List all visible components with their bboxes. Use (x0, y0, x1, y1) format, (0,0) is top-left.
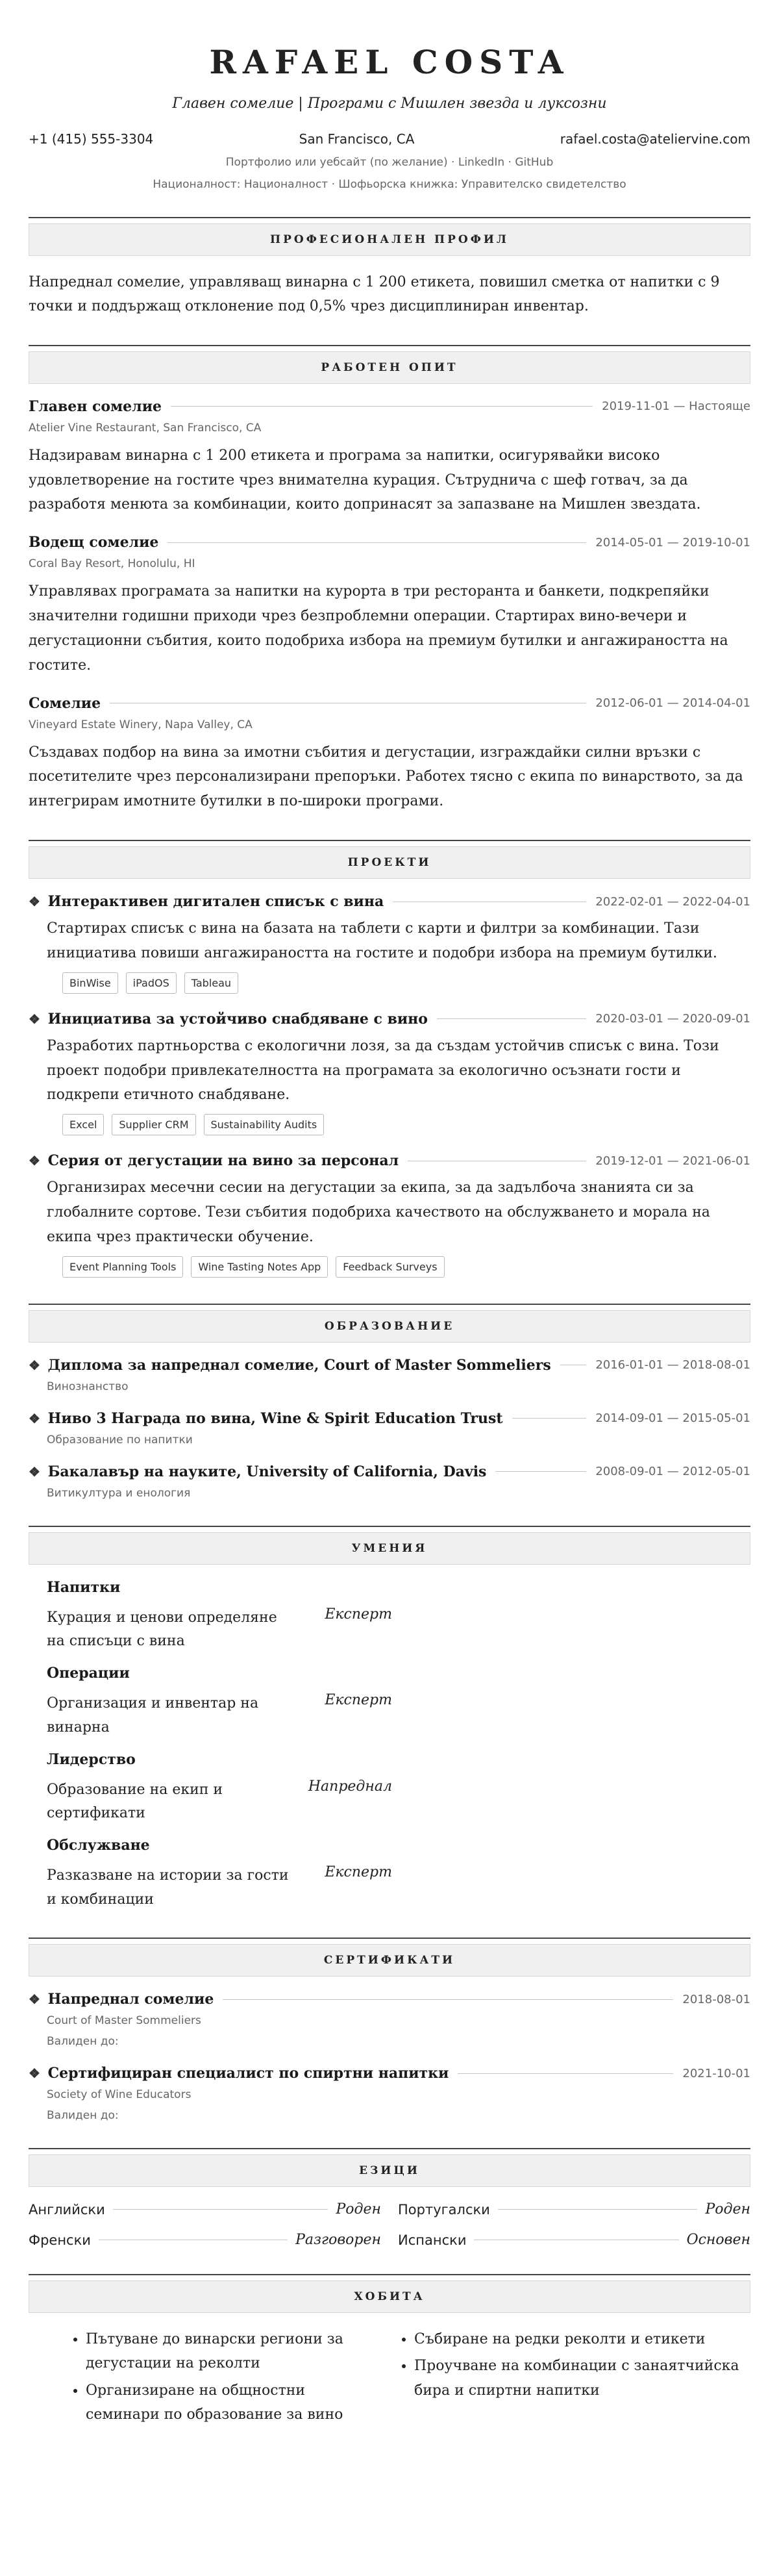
skill-level: Експерт (325, 1692, 392, 1709)
degree: Бакалавър на науките, University of California, Davis (47, 1463, 487, 1480)
diamond-bullet-icon: ❖ (29, 1011, 40, 1027)
certificate-entry (29, 2065, 750, 2122)
certificate-issuer: Society of Wine Educators (47, 2088, 192, 2102)
divider (495, 1471, 586, 1472)
certificate-valid-until: Валиден до: (47, 2035, 119, 2049)
certificates-section (29, 1938, 750, 2122)
divider (223, 1999, 673, 2000)
tag: Feedback Surveys (336, 1256, 444, 1278)
divider (458, 2073, 673, 2074)
extra-info-line: Националност: Националност · Шофьорска книжка: Управителско свидетелство (153, 178, 626, 191)
experience-entry (29, 534, 750, 677)
divider (498, 2209, 698, 2210)
skill-row (47, 1864, 392, 1912)
education-dates: 2014-09-01 — 2015-05-01 (595, 1411, 750, 1426)
degree: Ниво 3 Награда по вина, Wine & Spirit Education Trust (47, 1409, 503, 1427)
section-title: ЕЗИЦИ (29, 2154, 750, 2187)
profile-section (29, 217, 750, 319)
contact-row (29, 131, 750, 147)
diamond-bullet-icon: ❖ (29, 1991, 40, 2008)
tag: BinWise (62, 972, 118, 994)
section-title: ПРОЕКТИ (29, 846, 750, 879)
certificate-name: Напреднал сомелие (47, 1991, 214, 2008)
job-title: Водещ сомелие (29, 534, 159, 551)
job-dates: 2019-11-01 — Настояще (602, 399, 750, 414)
certificate-date: 2021-10-01 (682, 2066, 750, 2080)
hobby-item: • Проучване на комбинации с занаятчийска бира и спиртни напитки (414, 2354, 750, 2403)
project-dates: 2020-03-01 — 2020-09-01 (595, 1012, 750, 1026)
skill-level: Напреднал (308, 1778, 392, 1795)
tag: iPadOS (126, 972, 177, 994)
language-level: Разговорен (295, 2232, 381, 2249)
project-entry (29, 893, 750, 994)
diamond-bullet-icon: ❖ (29, 1463, 40, 1480)
language-row (29, 2201, 381, 2217)
projects-section (29, 840, 750, 1278)
project-name: Серия от дегустации на вино за персонал (47, 1152, 399, 1170)
language-name: Английски (29, 2201, 105, 2217)
certificate-issuer: Court of Master Sommeliers (47, 2014, 201, 2028)
skill-level: Експерт (325, 1606, 392, 1623)
education-field: Винознанство (47, 1380, 129, 1393)
language-row (398, 2232, 750, 2248)
education-field: Витикултура и енология (47, 1486, 191, 1500)
tag: Sustainability Audits (204, 1114, 325, 1135)
hobby-item: • Събиране на редки реколти и етикети (414, 2327, 750, 2351)
job-place: Vineyard Estate Winery, Napa Valley, CA (29, 718, 253, 731)
language-level: Роден (705, 2201, 750, 2218)
section-title: РАБОТЕН ОПИТ (29, 351, 750, 384)
job-dates: 2012-06-01 — 2014-04-01 (595, 696, 750, 711)
language-row (29, 2232, 381, 2248)
section-title: ХОБИТА (29, 2280, 750, 2313)
language-row (398, 2201, 750, 2217)
candidate-name: RAFAEL COSTA (209, 43, 570, 81)
skill-row (47, 1692, 392, 1739)
experience-entry (29, 695, 750, 814)
hobbies-list-right (396, 2327, 750, 2430)
section-title: ПРОФЕСИОНАЛЕН ПРОФИЛ (29, 223, 750, 256)
job-place: Coral Bay Resort, Honolulu, HI (29, 557, 195, 571)
tag: Supplier CRM (112, 1114, 195, 1135)
job-description: Надзиравам винарна с 1 200 етикета и програма за напитки, осигурявайки високо удовлетворение на гостите чрез внимателна курация. Сътруднича с шеф готвач, за да разработя менюта за комбинации, които допринасят за запазване на Мишлен звездата. (29, 447, 701, 513)
divider (113, 2209, 328, 2210)
divider (171, 406, 593, 407)
project-description: Разработих партньорства с екологични лозя, за да създам устойчив списък с вина. Този проект подобри привлекателността на програмата за екологично осъзнати гости и подкрепи етичното снабдяване. (47, 1037, 719, 1104)
tag: Excel (62, 1114, 104, 1135)
job-dates: 2014-05-01 — 2019-10-01 (595, 535, 750, 549)
education-entry (29, 1357, 750, 1393)
skill-row (47, 1606, 392, 1654)
degree: Диплома за напреднал сомелие, Court of Master Sommeliers (47, 1356, 551, 1374)
education-section (29, 1304, 750, 1500)
project-entry (29, 1152, 750, 1277)
skill-name: Организация и инвентар на винарна (47, 1695, 259, 1736)
headline: Главен сомелие | Програми с Мишлен звезда и луксозни (172, 95, 607, 112)
section-title: ОБРАЗОВАНИЕ (29, 1310, 750, 1343)
divider (437, 1018, 586, 1019)
project-dates: 2022-02-01 — 2022-04-01 (595, 894, 750, 909)
skill-level: Експерт (325, 1864, 392, 1881)
section-title: УМЕНИЯ (29, 1532, 750, 1565)
phone: +1 (415) 555-3304 (29, 131, 154, 147)
language-level: Роден (336, 2201, 381, 2218)
certificate-entry (29, 1991, 750, 2048)
education-dates: 2008-09-01 — 2012-05-01 (595, 1465, 750, 1479)
project-name: Инициатива за устойчиво снабдяване с вино (47, 1010, 428, 1028)
languages-section (29, 2148, 750, 2248)
skill-category: Обслужване (47, 1837, 150, 1854)
language-level: Основен (686, 2232, 750, 2249)
tag: Tableau (184, 972, 238, 994)
project-description: Организирах месечни сесии на дегустации за екипа, за да задълбоча знанията си за глобалните сортове. Тези събития подобриха качеството на обслужването и морала на екипа чрез практически обучение. (47, 1180, 710, 1245)
job-title: Главен сомелие (29, 398, 162, 415)
tag: Wine Tasting Notes App (191, 1256, 328, 1278)
education-field: Образование по напитки (47, 1433, 193, 1446)
certificate-date: 2018-08-01 (682, 1992, 750, 2006)
project-dates: 2019-12-01 — 2021-06-01 (595, 1154, 750, 1168)
skill-category: Операции (47, 1665, 130, 1682)
skill-name: Курация и ценови определяне на списъци с вина (47, 1609, 277, 1649)
skill-category: Лидерство (47, 1750, 136, 1768)
job-description: Създавах подбор на вина за имотни събития и дегустации, изграждайки силни връзки с посетителите чрез персонализирани препоръки. Работех тясно с екипа по винарството, за да интегрирам имотните бутилки в по-широки програми. (29, 744, 743, 810)
language-name: Френски (29, 2232, 91, 2248)
job-place: Atelier Vine Restaurant, San Francisco, CA (29, 421, 262, 435)
skill-row (47, 1778, 392, 1826)
certificate-valid-until: Валиден до: (47, 2109, 119, 2123)
hobby-item: • Организиране на общностни семинари по образование за вино (86, 2379, 383, 2427)
skill-name: Образование на екип и сертификати (47, 1781, 223, 1822)
links-line[interactable]: Портфолио или уебсайт (по желание) · LinkedIn · GitHub (225, 156, 554, 169)
language-name: Испански (398, 2232, 467, 2248)
job-description: Управлявах програмата за напитки на курорта в три ресторанта и банкети, подкрепяйки значителни годишни приходи чрез безпроблемни операции. Стартирах вино-вечери и дегустационни събития, които подобриха избора на премиум бутилки и ангажираността на гостите. (29, 583, 728, 674)
email[interactable]: rafael.costa@ateliervine.com (560, 131, 750, 147)
skills-section (29, 1526, 750, 1912)
hobbies-section (29, 2274, 750, 2430)
project-entry (29, 1011, 750, 1135)
tag-list (29, 1114, 750, 1135)
education-entry (29, 1463, 750, 1500)
diamond-bullet-icon: ❖ (29, 894, 40, 910)
divider (512, 1418, 587, 1419)
education-entry (29, 1410, 750, 1446)
tag-list (29, 1256, 750, 1278)
certificate-name: Сертифициран специалист по спиртни напитки (47, 2065, 449, 2082)
section-title: СЕРТИФИКАТИ (29, 1944, 750, 1976)
experience-section (29, 345, 750, 814)
tag-list (29, 972, 750, 994)
project-name: Интерактивен дигитален списък с вина (47, 893, 384, 911)
skill-category: Напитки (47, 1578, 121, 1596)
education-dates: 2016-01-01 — 2018-08-01 (595, 1358, 750, 1372)
tag: Event Planning Tools (62, 1256, 183, 1278)
project-description: Стартирах списък с вина на базата на таблети с карти и филтри за комбинации. Тази инициатива повиши ангажираността на гостите и подобри избора на премиум бутилки. (47, 920, 717, 961)
diamond-bullet-icon: ❖ (29, 1410, 40, 1426)
location: San Francisco, CA (299, 131, 415, 147)
hobbies-list-left (29, 2327, 383, 2430)
language-name: Португалски (398, 2201, 490, 2217)
hobby-item: • Пътуване до винарски региони за дегустации на реколти (86, 2327, 383, 2376)
diamond-bullet-icon: ❖ (29, 2065, 40, 2082)
skill-name: Разказване на истории за гости и комбинации (47, 1867, 289, 1908)
diamond-bullet-icon: ❖ (29, 1153, 40, 1169)
job-title: Сомелие (29, 694, 101, 712)
experience-entry (29, 398, 750, 517)
divider (167, 542, 586, 543)
diamond-bullet-icon: ❖ (29, 1357, 40, 1373)
profile-text: Напреднал сомелие, управляващ винарна с 1 200 етикета, повишил сметка от напитки с 9 точки и поддържащ отклонение под 0,5% чрез дисциплиниран инвентар. (29, 274, 720, 315)
